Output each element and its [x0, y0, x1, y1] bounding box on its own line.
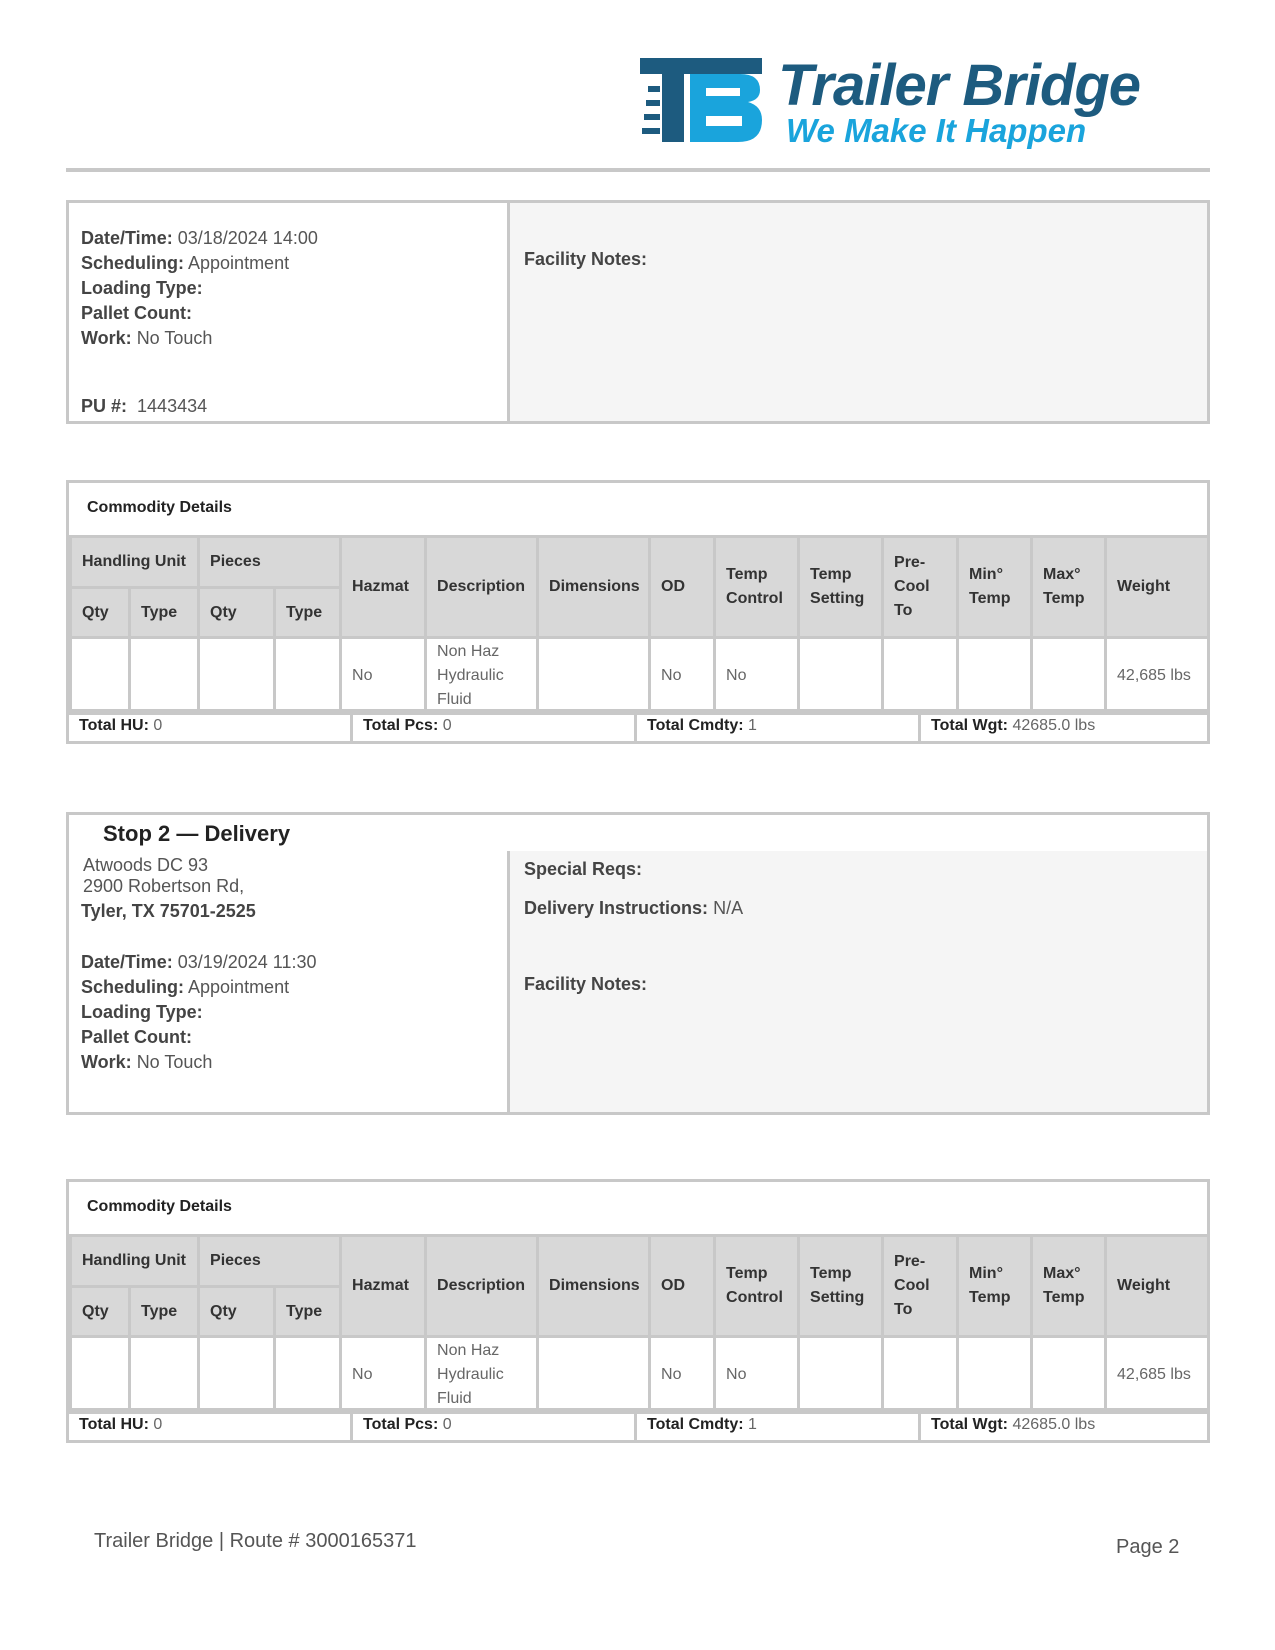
stop1-pallet-count: Pallet Count:	[81, 303, 192, 323]
footer-route: Trailer Bridge | Route # 3000165371	[94, 1530, 417, 1552]
cell-pcs-qty	[199, 1337, 275, 1413]
commodity-grid	[69, 535, 1210, 715]
cell-pcs-type	[275, 1337, 341, 1413]
cell-weight: 42,685 lbs	[1106, 1337, 1209, 1413]
stop2-special-reqs: Special Reqs:	[524, 859, 643, 879]
cell-hu-qty	[71, 1337, 130, 1413]
cell-temp-setting	[799, 638, 883, 714]
stop1-datetime: Date/Time: 03/18/2024 14:00	[81, 228, 318, 248]
totals-row	[69, 709, 1207, 744]
stop1-loading-type: Loading Type:	[81, 278, 203, 298]
stop2-work: Work: No Touch	[81, 1052, 213, 1072]
col-weight: Weight	[1106, 537, 1209, 638]
stop2-datetime: Date/Time: 03/19/2024 11:30	[81, 952, 317, 972]
commodity-table-2	[66, 1179, 1210, 1443]
col-description: Description	[426, 537, 538, 638]
commodity-title: Commodity Details	[87, 499, 232, 516]
col-min-temp: Min° Temp	[958, 537, 1032, 638]
col-pieces: Pieces	[199, 1236, 341, 1287]
col-max-temp: Max° Temp	[1032, 537, 1106, 638]
cell-od: No	[650, 1337, 715, 1413]
cell-hazmat: No	[341, 638, 426, 714]
company-logo	[640, 53, 1200, 150]
stop1-facility-notes: Facility Notes:	[524, 249, 648, 269]
col-pcs-qty: Qty	[199, 588, 275, 638]
stop1-scheduling: Scheduling: Appointment	[81, 253, 290, 273]
stop2-facility-notes: Facility Notes:	[524, 974, 648, 994]
cell-pcs-qty	[199, 638, 275, 714]
col-hazmat: Hazmat	[341, 537, 426, 638]
stop1-info-box	[66, 200, 1210, 424]
commodity-title: Commodity Details	[87, 1198, 232, 1215]
cell-temp-control: No	[715, 638, 799, 714]
logo-name: Trailer Bridge	[778, 53, 1141, 118]
col-hu-type: Type	[130, 1287, 199, 1337]
cell-pre-cool	[883, 1337, 958, 1413]
col-hazmat: Hazmat	[341, 1236, 426, 1337]
col-pcs-qty: Qty	[199, 1287, 275, 1337]
col-temp-setting: Temp Setting	[799, 537, 883, 638]
col-min-temp: Min° Temp	[958, 1236, 1032, 1337]
logo-tagline: We Make It Happen	[786, 112, 1087, 149]
cell-description: Non Haz Hydraulic Fluid	[426, 638, 538, 714]
col-pcs-type: Type	[275, 588, 341, 638]
col-handling-unit: Handling Unit	[71, 1236, 199, 1287]
col-hu-qty: Qty	[71, 588, 130, 638]
col-pre-cool: Pre-Cool To	[883, 537, 958, 638]
cell-hazmat: No	[341, 1337, 426, 1413]
col-dimensions: Dimensions	[538, 1236, 650, 1337]
stop2-pallet-count: Pallet Count:	[81, 1027, 192, 1047]
total-pcs: Total Pcs: 0	[353, 1411, 637, 1443]
total-wgt: Total Wgt: 42685.0 lbs	[931, 717, 1096, 734]
commodity-grid	[69, 1234, 1210, 1414]
total-hu: Total HU: 0	[69, 712, 353, 744]
header-divider	[66, 168, 1210, 172]
total-wgt: Total Wgt: 42685.0 lbs	[931, 1416, 1096, 1433]
cell-min-temp	[958, 638, 1032, 714]
col-temp-control: Temp Control	[715, 1236, 799, 1337]
col-od: OD	[650, 1236, 715, 1337]
stop2-delivery-instructions: Delivery Instructions: N/A	[524, 898, 744, 918]
stop1-notes	[507, 203, 1207, 421]
tb-logo-mark-icon	[640, 58, 762, 142]
cell-dimensions	[538, 638, 650, 714]
stop2-info-box	[66, 851, 1210, 1115]
total-cmdty: Total Cmdty: 1	[637, 712, 921, 744]
total-cmdty: Total Cmdty: 1	[637, 1411, 921, 1443]
cell-pre-cool	[883, 638, 958, 714]
stop1-work: Work: No Touch	[81, 328, 213, 348]
cell-max-temp	[1032, 638, 1106, 714]
stop1-pu-number: PU #: 1443434	[81, 396, 208, 416]
commodity-table-1	[66, 480, 1210, 744]
cell-max-temp	[1032, 1337, 1106, 1413]
table-row	[71, 1337, 1209, 1413]
col-od: OD	[650, 537, 715, 638]
cell-hu-type	[130, 638, 199, 714]
cell-hu-type	[130, 1337, 199, 1413]
stop2-details	[69, 851, 507, 1112]
col-hu-type: Type	[130, 588, 199, 638]
cell-pcs-type	[275, 638, 341, 714]
col-max-temp: Max° Temp	[1032, 1236, 1106, 1337]
cell-temp-setting	[799, 1337, 883, 1413]
cell-min-temp	[958, 1337, 1032, 1413]
stop2-scheduling: Scheduling: Appointment	[81, 977, 290, 997]
cell-od: No	[650, 638, 715, 714]
cell-temp-control: No	[715, 1337, 799, 1413]
col-description: Description	[426, 1236, 538, 1337]
col-temp-setting: Temp Setting	[799, 1236, 883, 1337]
stop2-address-name: Atwoods DC 93	[83, 855, 209, 875]
col-dimensions: Dimensions	[538, 537, 650, 638]
stop2-notes	[507, 851, 1207, 1112]
stop2-city: Tyler, TX 75701-2525	[81, 901, 256, 921]
total-hu: Total HU: 0	[69, 1411, 353, 1443]
cell-description: Non Haz Hydraulic Fluid	[426, 1337, 538, 1413]
col-pre-cool: Pre-Cool To	[883, 1236, 958, 1337]
stop2-heading: Stop 2 — Delivery	[103, 821, 291, 846]
col-pieces: Pieces	[199, 537, 341, 588]
cell-weight: 42,685 lbs	[1106, 638, 1209, 714]
col-hu-qty: Qty	[71, 1287, 130, 1337]
total-pcs: Total Pcs: 0	[353, 712, 637, 744]
table-row	[71, 638, 1209, 714]
page-number: Page 2	[1116, 1536, 1180, 1558]
col-pcs-type: Type	[275, 1287, 341, 1337]
cell-hu-qty	[71, 638, 130, 714]
stop2-loading-type: Loading Type:	[81, 1002, 203, 1022]
col-weight: Weight	[1106, 1236, 1209, 1337]
stop2-address-street: 2900 Robertson Rd,	[83, 876, 245, 896]
col-temp-control: Temp Control	[715, 537, 799, 638]
col-handling-unit: Handling Unit	[71, 537, 199, 588]
stop2-heading-bar	[66, 812, 1210, 854]
stop1-details	[69, 203, 507, 421]
totals-row	[69, 1408, 1207, 1443]
cell-dimensions	[538, 1337, 650, 1413]
